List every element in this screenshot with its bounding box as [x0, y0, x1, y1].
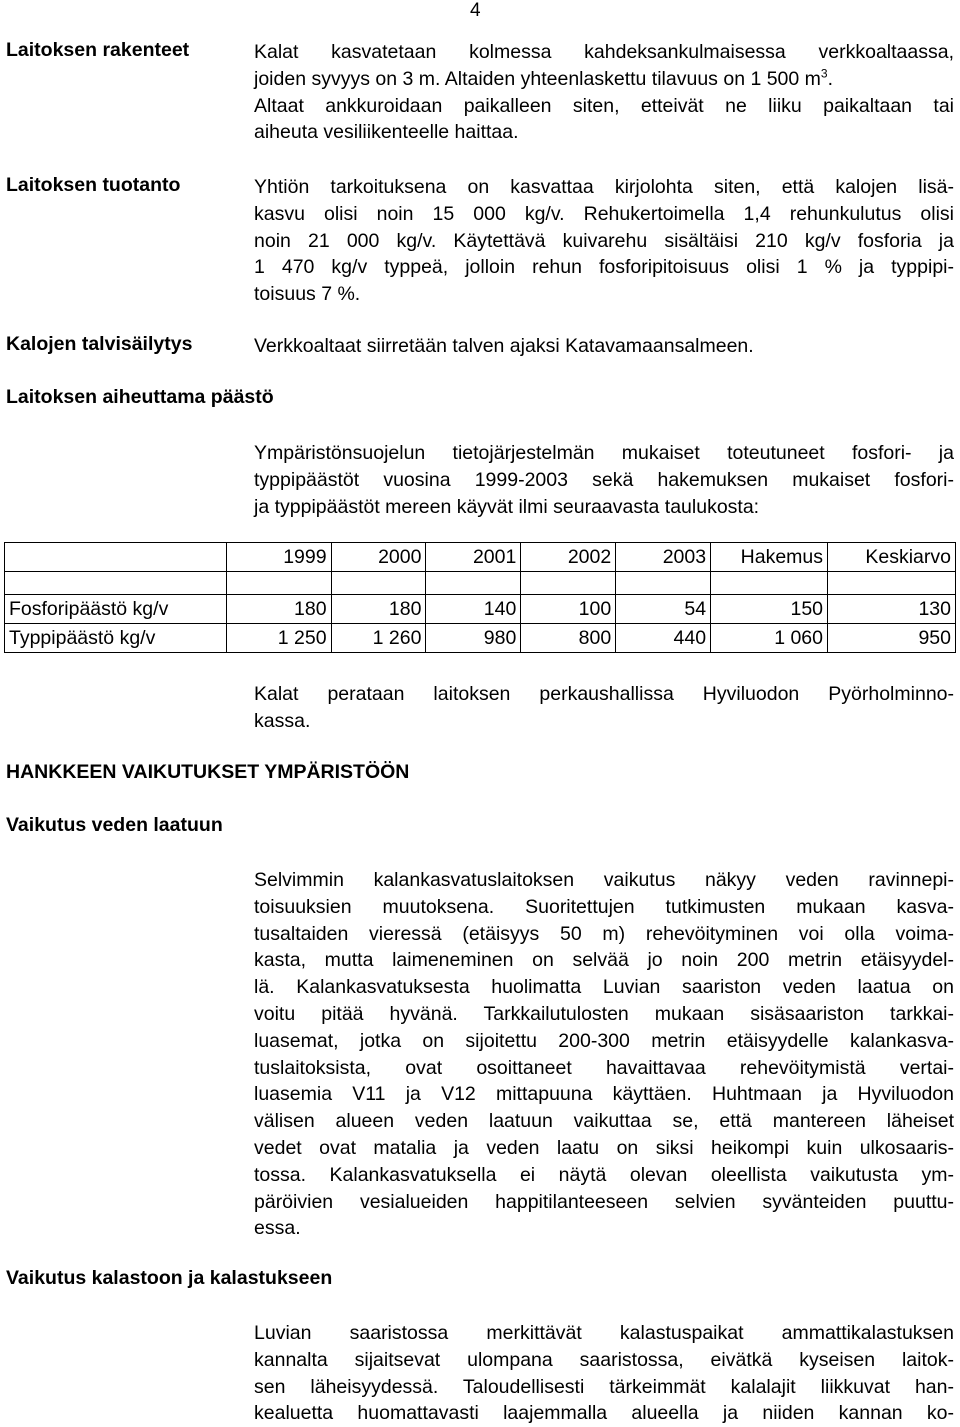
- table-cell: [521, 572, 616, 595]
- text-line: kealuetta huomattavasti laajemmalla alueella ja niiden kannan ko-: [254, 1402, 954, 1425]
- text-line: noin 21 000 kg/v. Käytettävä kuivarehu sisältäisi 210 kg/v fosforia ja: [254, 229, 954, 252]
- text-line: kasta, mutta laimeneminen on selvää jo noin 200 metrin etäisyydel-: [254, 949, 954, 972]
- text-line: sen läheisyydessä. Taloudellisesti tärkeimmät kalalajit liikkuvat han-: [254, 1375, 954, 1398]
- text-line: kannalta sijaitsevat ulompana saaristossa, eivätkä kyseisen laitok-: [254, 1348, 954, 1371]
- table-header-row: [5, 543, 956, 572]
- text-line: Luvian saaristossa merkittävät kalastuspaikat ammattikalastuksen: [254, 1322, 954, 1344]
- table-cell: 800: [521, 624, 616, 653]
- text-line: tusaltaiden vieressä (etäisyys 50 m) rehevöityminen voi olla voima-: [254, 922, 954, 945]
- table-cell: 440: [616, 624, 711, 653]
- table-row-typpi: [5, 624, 956, 653]
- text-line: Yhtiön tarkoituksena on kasvattaa kirjolohta siten, että kalojen lisä-: [254, 176, 954, 198]
- text-line: luasemia V11 ja V12 mittapuuna käyttäen. Huhtmaan ja Hyviluodon: [254, 1083, 954, 1106]
- table-cell: [711, 572, 828, 595]
- text-line: luasemat, jotka on sijoitettu 200-300 metrin etäisyydelle kalankasva-: [254, 1029, 954, 1052]
- row-label: Fosforipäästö kg/v: [5, 595, 227, 624]
- text-line: tossa. Kalankasvatuksella ei näytä olevan oleellista vaikutusta ym-: [254, 1163, 954, 1186]
- text-line: Verkkoaltaat siirretään talven ajaksi Katavamaansalmeen.: [254, 335, 754, 357]
- table-cell: 950: [828, 624, 956, 653]
- side-label-tuotanto: Laitoksen tuotanto: [6, 174, 181, 196]
- text-line: päröivien vesialueiden happitilanteeseen selvien syvänteiden puuttu-: [254, 1190, 954, 1213]
- superscript: 3: [820, 66, 828, 81]
- table-cell: [426, 572, 521, 595]
- text-line: Kalat perataan laitoksen perkaushallissa Hyviluodon Pyörholminno-: [254, 683, 954, 705]
- text-line: ja typpipäästöt mereen käyvät ilmi seuraavasta taulukosta:: [254, 495, 760, 518]
- table-header-cell: 2001: [426, 543, 521, 572]
- period: .: [827, 67, 834, 90]
- table-cell: 54: [616, 595, 711, 624]
- paragraph-kalasto: [254, 1320, 954, 1427]
- text-line: kasvu olisi noin 15 000 kg/v. Rehukertoimella 1,4 rehunkulutus olisi: [254, 202, 954, 225]
- table-row-fosfori: [5, 595, 956, 624]
- text-line: aiheuta vesiliikenteelle haittaa.: [254, 121, 519, 144]
- table-cell: [331, 572, 426, 595]
- table-cell: 100: [521, 595, 616, 624]
- heading-vaikutus-veden-laatuun: Vaikutus veden laatuun: [6, 814, 223, 836]
- text-line: lä. Kalankasvatuksesta huolimatta Luvian saariston veden laatua on: [254, 976, 954, 999]
- text-line: 1 470 kg/v typpeä, jolloin rehun fosforipitoisuus olisi 1 % ja typpipi-: [254, 256, 954, 279]
- table-header-cell: Keskiarvo: [828, 543, 956, 572]
- side-label-rakenteet: Laitoksen rakenteet: [6, 39, 190, 61]
- table-cell: [828, 572, 956, 595]
- paragraph-talvisailytys: [254, 333, 954, 360]
- heading-vaikutus-kalastoon: Vaikutus kalastoon ja kalastukseen: [6, 1267, 333, 1289]
- text-line: tuslaitoksista, ovat osoittaneet havaittavaa rehevöitymistä vertai-: [254, 1056, 954, 1079]
- table-cell: 1 060: [711, 624, 828, 653]
- table-cell: 1 250: [226, 624, 331, 653]
- paragraph-veden-laatu: [254, 867, 954, 1242]
- text-line: Kalat kasvatetaan kolmessa kahdeksankulmaisessa verkkoaltaassa,: [254, 41, 954, 63]
- text-line-volume: [254, 66, 954, 93]
- table-header-cell: 2000: [331, 543, 426, 572]
- paragraph-tuotanto: [254, 174, 954, 308]
- text-line: toisuus 7 %.: [254, 283, 361, 306]
- page-number: 4: [470, 0, 481, 21]
- text-line: kassa.: [254, 709, 311, 732]
- text-line: voitu pitää hyvänä. Tarkkailutulosten mukaan sisäsaariston tarkkai-: [254, 1002, 954, 1025]
- text-line: välisen alueen veden laatuun vaikuttaa se, että mantereen läheiset: [254, 1110, 954, 1133]
- text-line: joiden syvyys on 3 m. Altaiden yhteenlaskettu tilavuus on 1 500 m: [254, 67, 821, 90]
- table-cell: 180: [331, 595, 426, 624]
- text-line: Altaat ankkuroidaan paikalleen siten, etteivät ne liiku paikaltaan tai: [254, 94, 954, 117]
- text-line: Ympäristönsuojelun tietojärjestelmän mukaiset toteutuneet fosfori- ja: [254, 442, 954, 464]
- table-cell: 980: [426, 624, 521, 653]
- table-cell: 140: [426, 595, 521, 624]
- heading-paasto: Laitoksen aiheuttama päästö: [6, 386, 274, 408]
- paragraph-paasto: [254, 440, 954, 520]
- text-line: toisuuksien muutoksena. Suoritettujen tutkimusten mukaan kasva-: [254, 895, 954, 918]
- heading-hankkeen-vaikutukset: HANKKEEN VAIKUTUKSET YMPÄRISTÖÖN: [6, 761, 410, 783]
- table-cell: 1 260: [331, 624, 426, 653]
- table-header-cell: 2002: [521, 543, 616, 572]
- text-line: vedet ovat matalia ja veden laatu on siksi heikompi kuin ulkosaaris-: [254, 1136, 954, 1159]
- table-cell: [616, 572, 711, 595]
- text-line: essa.: [254, 1217, 301, 1240]
- table-header-cell: Hakemus: [711, 543, 828, 572]
- text-line: Selvimmin kalankasvatuslaitoksen vaikutus näkyy veden ravinnepi-: [254, 869, 954, 891]
- side-label-talvisailytys: Kalojen talvisäilytys: [6, 333, 193, 355]
- row-label: Typpipäästö kg/v: [5, 624, 227, 653]
- paragraph-perkaus: [254, 681, 954, 735]
- table-cell: 150: [711, 595, 828, 624]
- table-spacer-row: [5, 572, 956, 595]
- table-header-cell: 2003: [616, 543, 711, 572]
- table-header-cell: 1999: [226, 543, 331, 572]
- table-header-cell: [5, 543, 227, 572]
- table-cell: 130: [828, 595, 956, 624]
- table-cell: 180: [226, 595, 331, 624]
- table-cell: [226, 572, 331, 595]
- paragraph-rakenteet: [254, 39, 954, 146]
- emissions-table: [4, 542, 956, 653]
- text-line: typpipäästöt vuosina 1999-2003 sekä hakemuksen mukaiset fosfori-: [254, 468, 954, 491]
- table-cell: [5, 572, 227, 595]
